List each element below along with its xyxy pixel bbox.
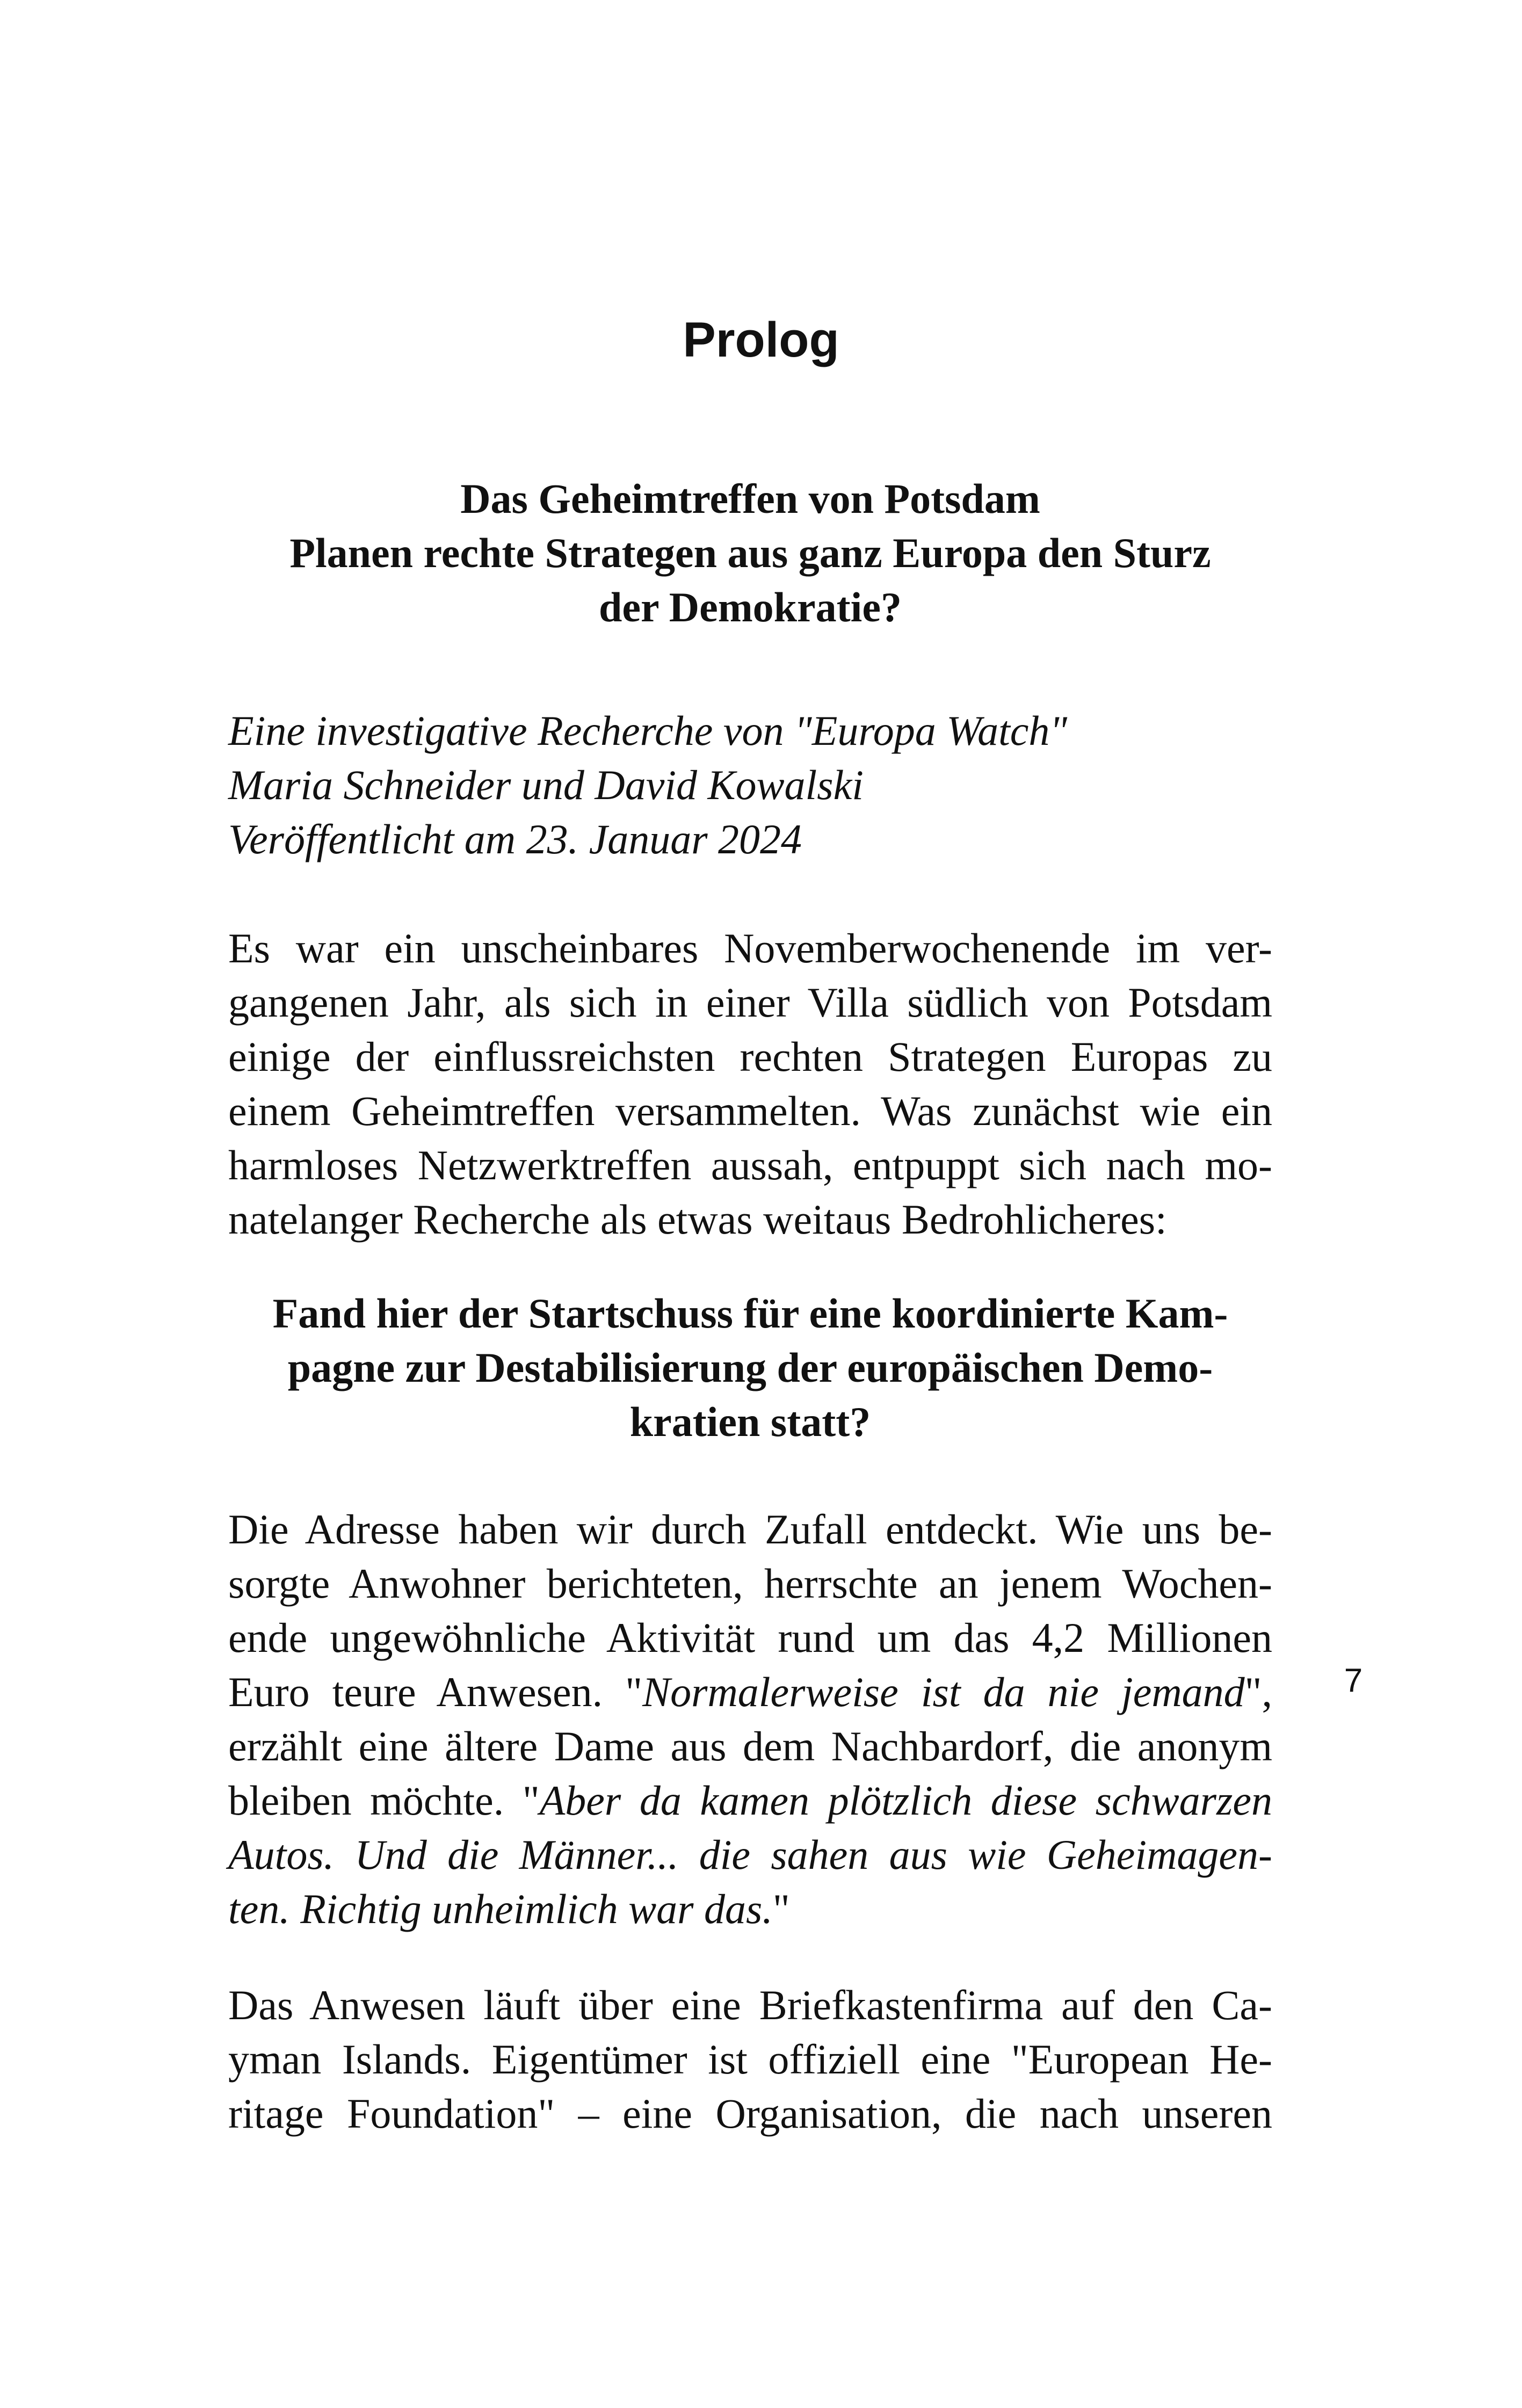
headline-line: Das Geheimtreffen von Potsdam [460,475,1040,522]
text-line: sorgte Anwohner berichteten, herrschte an jenem Wochen- [228,1560,1272,1607]
byline-authors: Maria Schneider und David Kowalski [228,761,864,808]
highlight-line: kratien statt? [629,1398,871,1445]
text-line [228,1665,1272,1719]
headline-line: Planen rechte Strategen aus ganz Europa den Sturz [289,530,1211,576]
text-line: erzählt eine ältere Dame aus dem Nachbardorf, die anonym [228,1723,1272,1769]
paragraph-intro [228,921,1272,1246]
text-line: harmloses Netzwerktreffen aussah, entpuppt sich nach mo- [228,1142,1272,1188]
text-line: ritage Foundation" – eine Organisation, die nach unseren [228,2090,1272,2137]
highlight-question [228,1286,1272,1449]
text-line: natelanger Recherche als etwas weitaus Bedrohlicheres: [228,1196,1167,1243]
text-line [228,1882,1272,1936]
text-line: ende ungewöhnliche Aktivität rund um das 4,2 Millionen [228,1614,1272,1661]
text-line [228,1773,1272,1827]
byline-date: Veröffentlicht am 23. Januar 2024 [228,816,802,862]
text-line: Es war ein unscheinbares Novemberwochenende im ver- [228,925,1272,971]
text-segment: bleiben möchte. " [228,1777,540,1824]
text-line: einem Geheimtreffen versammelten. Was zunächst wie ein [228,1087,1272,1134]
article-headline [228,472,1272,634]
highlight-line: pagne zur Destabilisierung der europäischen Demo- [287,1344,1213,1391]
text-line: einige der einflussreichsten rechten Strategen Europas zu [228,1033,1272,1080]
text-segment: " [772,1885,790,1932]
text-line: yman Islands. Eigentümer ist offiziell eine "European He- [228,2036,1272,2083]
article-byline [228,703,1272,866]
page-number: 7 [1344,1662,1363,1699]
text-segment: ", [1244,1669,1272,1715]
text-line: Das Anwesen läuft über eine Briefkastenfirma auf den Ca- [228,1982,1272,2028]
quote-segment: Aber da kamen plötzlich diese schwarzen [539,1777,1272,1824]
text-segment: Euro teure Anwesen. " [228,1669,643,1715]
text-line: Die Adresse haben wir durch Zufall entdeckt. Wie uns be- [228,1506,1272,1553]
quote-segment: Normalerweise ist da nie jemand [642,1669,1245,1715]
text-line: gangenen Jahr, als sich in einer Villa südlich von Potsdam [228,979,1272,1026]
headline-line: der Demokratie? [599,584,902,630]
paragraph-ownership [228,1978,1272,2141]
paragraph-witness [228,1502,1272,1936]
highlight-line: Fand hier der Startschuss für eine koordinierte Kam- [272,1290,1228,1337]
byline-source: Eine investigative Recherche von "Europa Watch" [228,707,1068,754]
quote-segment: ten. Richtig unheimlich war das. [228,1885,773,1932]
chapter-title: Prolog [683,313,839,367]
quote-line: Autos. Und die Männer... die sahen aus wie Geheimagen- [228,1831,1272,1878]
